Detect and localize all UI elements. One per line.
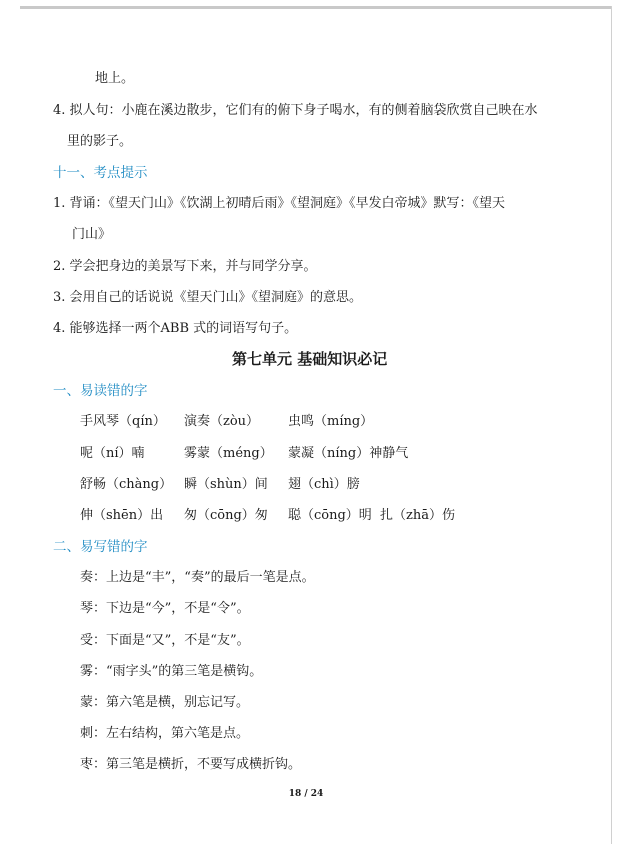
pinyin-word: 呢（ní）喃 bbox=[80, 446, 145, 461]
top-rule bbox=[20, 6, 612, 9]
pinyin-word: 伸（shēn）出 bbox=[80, 508, 164, 523]
text-line: 地上。 bbox=[95, 71, 135, 86]
pinyin-word: 雾蒙（méng） bbox=[184, 446, 273, 461]
pinyin-word: 匆（cōng）匆 bbox=[184, 508, 268, 523]
note-line: 枣：第三笔是横折，不要写成横折钩。 bbox=[80, 757, 302, 772]
pinyin-word: 舒畅（chàng） bbox=[80, 477, 173, 492]
list-item: 1. 背诵：《望天门山》《饮湖上初晴后雨》《望洞庭》《早发白帝城》默写：《望天 bbox=[53, 196, 506, 211]
text-line: 4. 拟人句：小鹿在溪边散步，它们有的俯下身子喝水，有的侧着脑袋欣赏自己映在水 bbox=[53, 103, 538, 118]
pinyin-word: 翅（chì）膀 bbox=[288, 477, 360, 492]
pinyin-word: 虫鸣（míng） bbox=[288, 414, 374, 429]
section-heading: 十一、考点提示 bbox=[53, 165, 148, 181]
page-number: 18 / 24 bbox=[288, 789, 324, 799]
list-item: 3. 会用自己的话说说《望天门山》《望洞庭》的意思。 bbox=[53, 290, 363, 305]
pinyin-word: 蒙凝（níng）神静气 bbox=[288, 446, 409, 461]
note-line: 雾：“雨字头”的第三笔是横钩。 bbox=[80, 664, 263, 679]
page-edge bbox=[611, 6, 612, 844]
note-line: 琴：下边是“今”，不是“令”。 bbox=[80, 601, 250, 616]
list-item: 4. 能够选择一两个ABB 式的词语写句子。 bbox=[53, 321, 298, 336]
text-line: 里的影子。 bbox=[67, 134, 133, 149]
note-line: 受：下面是“又”，不是“友”。 bbox=[80, 633, 250, 648]
section-heading: 二、易写错的字 bbox=[53, 539, 148, 555]
pinyin-word: 演奏（zòu） bbox=[184, 414, 260, 429]
pinyin-word: 聪（cōng）明 bbox=[288, 508, 372, 523]
pinyin-word: 手风琴（qín） bbox=[80, 414, 166, 429]
list-item: 2. 学会把身边的美景写下来，并与同学分享。 bbox=[53, 259, 317, 274]
unit-title: 第七单元 基础知识必记 bbox=[232, 350, 388, 368]
note-line: 奏：上边是“丰”，“奏”的最后一笔是点。 bbox=[80, 570, 315, 585]
pinyin-word: 瞬（shùn）间 bbox=[184, 477, 268, 492]
note-line: 刺：左右结构，第六笔是点。 bbox=[80, 726, 250, 741]
pinyin-word: 扎（zhā）伤 bbox=[380, 508, 455, 523]
note-line: 蒙：第六笔是横，别忘记写。 bbox=[80, 695, 250, 710]
section-heading: 一、易读错的字 bbox=[53, 383, 148, 399]
list-item: 门山》 bbox=[72, 227, 112, 242]
